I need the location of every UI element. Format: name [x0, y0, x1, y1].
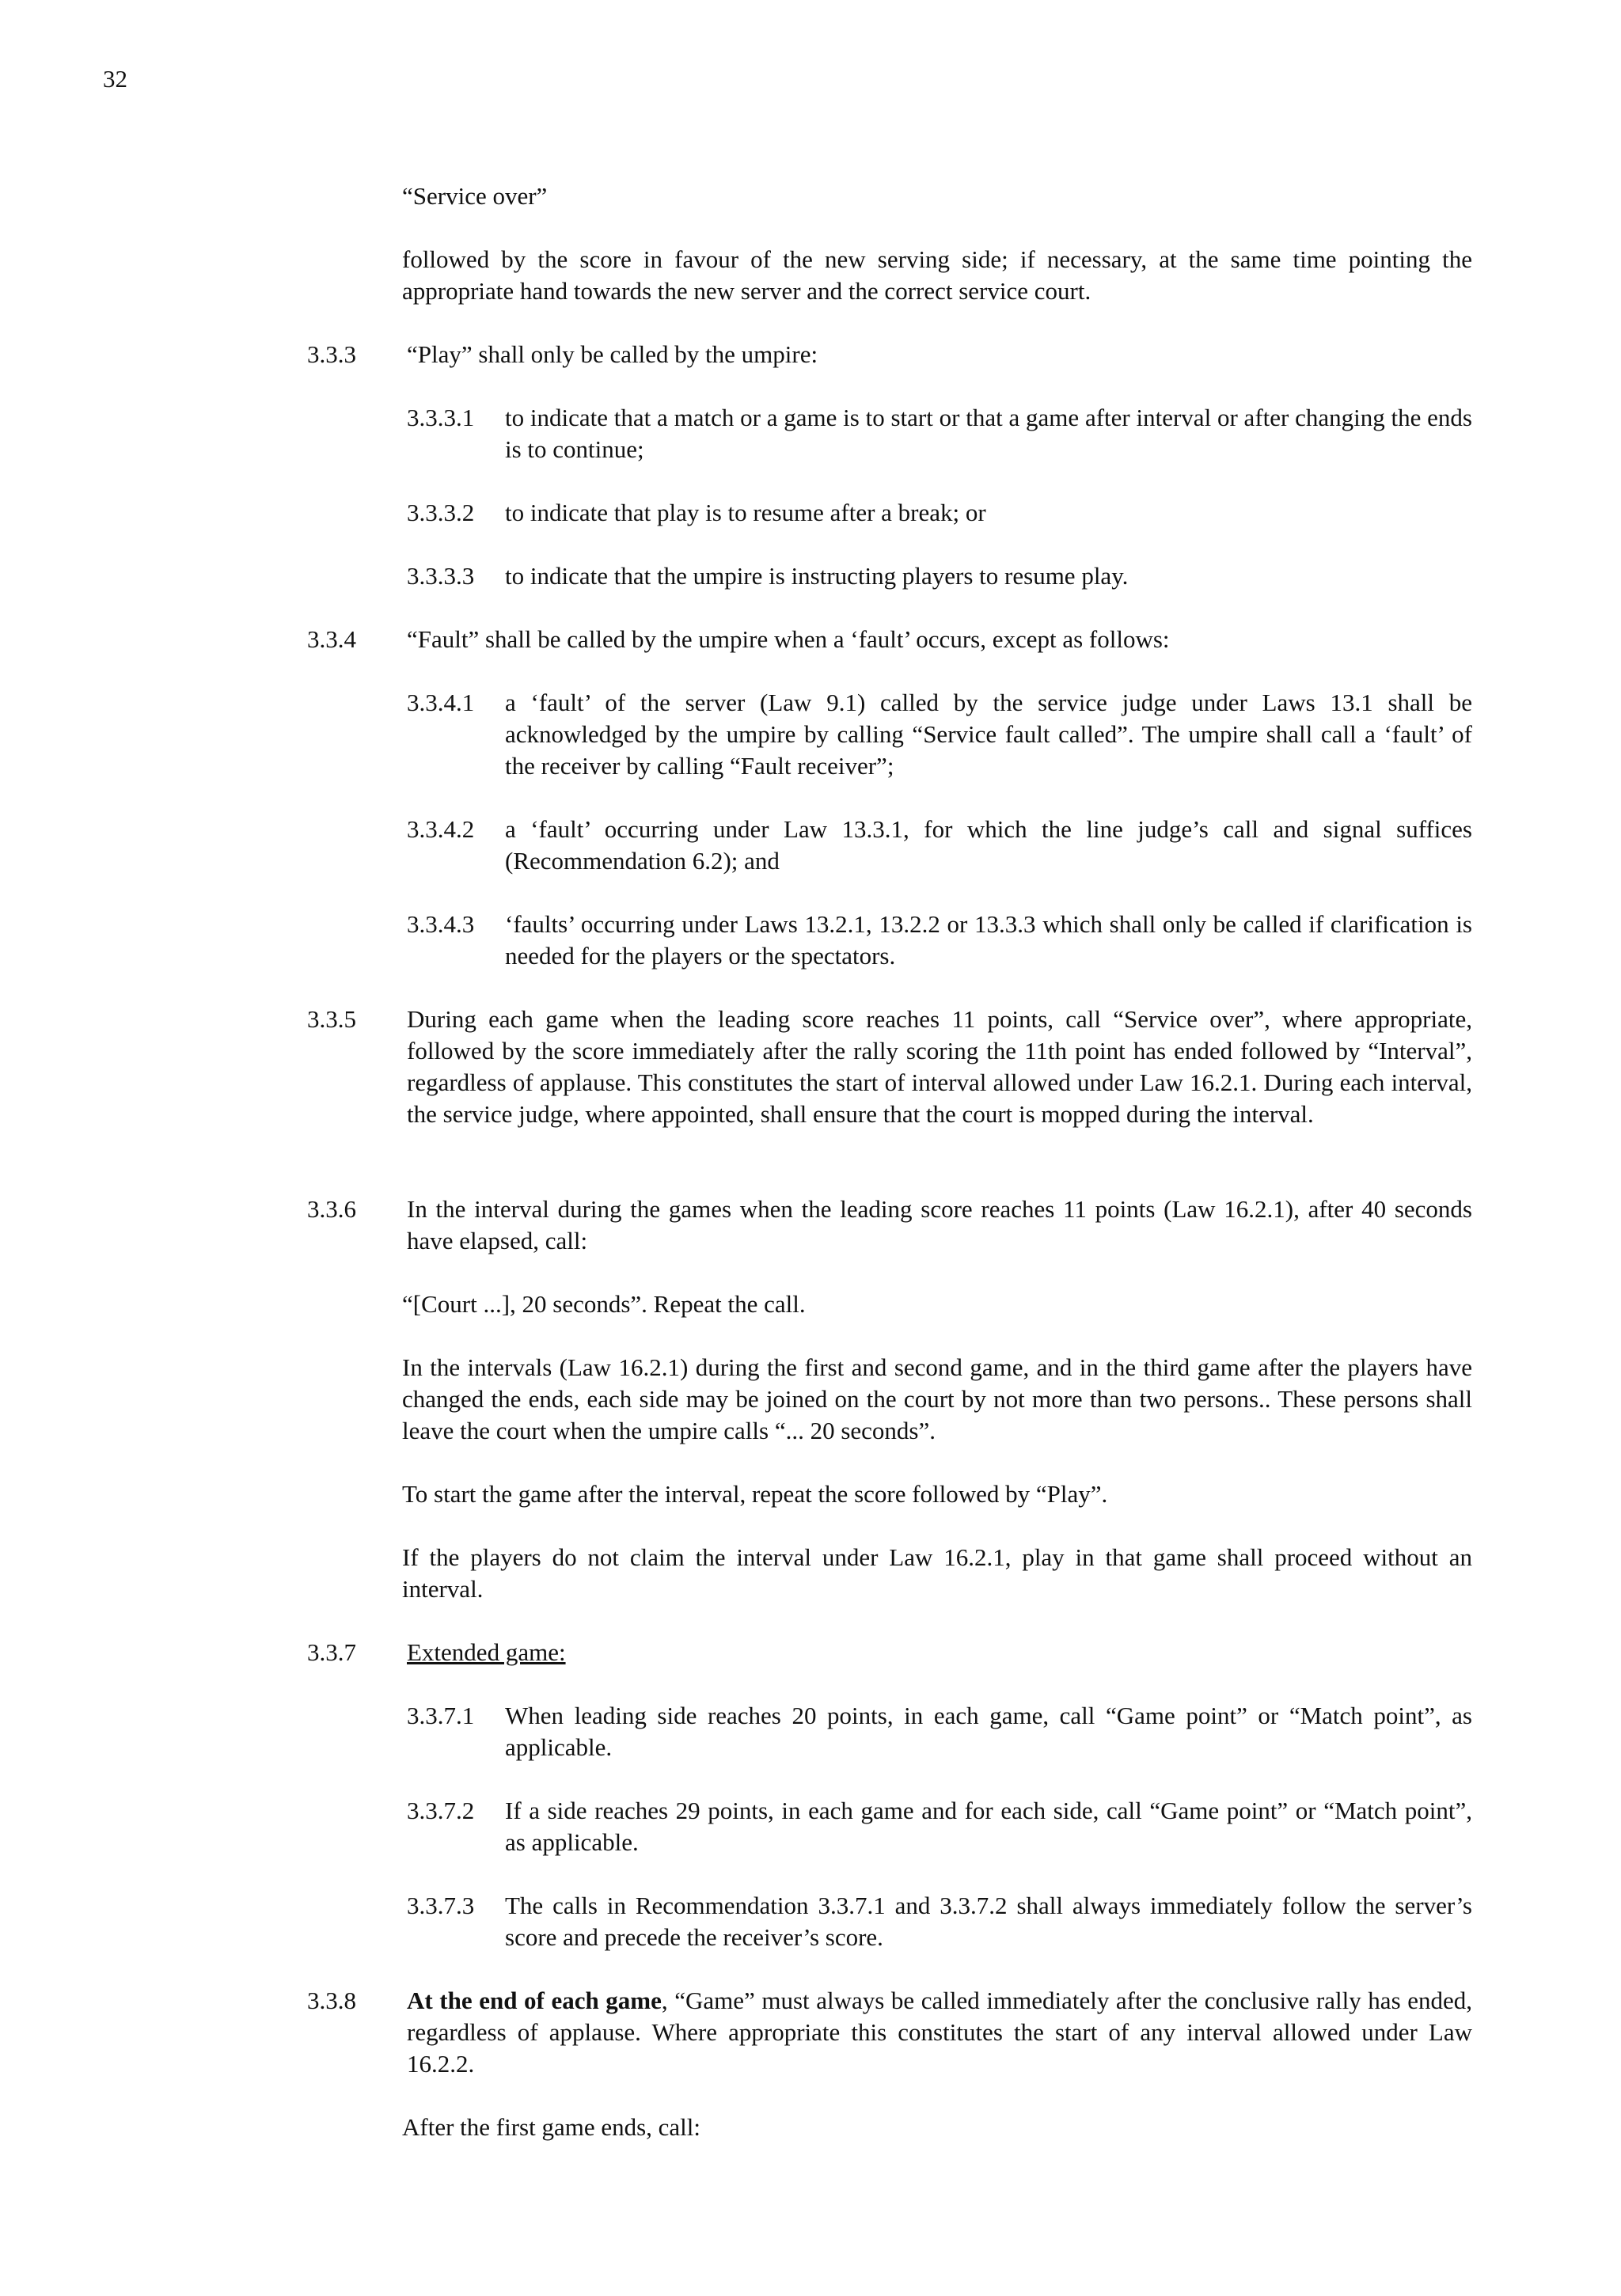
item-3-3-3-3-text: to indicate that the umpire is instructing players to resume play.: [505, 562, 1129, 590]
item-3-3-4-3-number: 3.3.4.3: [407, 910, 475, 938]
section-3-3-6-text: In the interval during the games when the leading score reaches 11 points (Law 16.2.1), after 40 seconds have elapsed, call:: [407, 1195, 1472, 1254]
section-3-3-6-paragraph-2: To start the game after the interval, repeat the score followed by “Play”.: [402, 1480, 1108, 1508]
section-3-3-4-text: “Fault” shall be called by the umpire when a ‘fault’ occurs, except as follows:: [407, 625, 1170, 653]
section-3-3-8-bold-lead: At the end of each game: [407, 1987, 662, 2014]
section-3-3-8-number: 3.3.8: [307, 1987, 356, 2014]
section-3-3-8-paragraph: [407, 1985, 1472, 2080]
section-3-3-8-after: After the first game ends, call:: [402, 2113, 701, 2141]
item-3-3-7-2-text: If a side reaches 29 points, in each game and for each side, call “Game point” or “Match point”, as applicable.: [505, 1797, 1472, 1856]
item-3-3-7-1-text: When leading side reaches 20 points, in each game, call “Game point” or “Match point”, as applicable.: [505, 1702, 1472, 1761]
section-3-3-4-number: 3.3.4: [307, 625, 356, 653]
item-3-3-7-3-text: The calls in Recommendation 3.3.7.1 and 3.3.7.2 shall always immediately follow the server’s score and precede the receiver’s score.: [505, 1892, 1472, 1951]
item-3-3-3-2-number: 3.3.3.2: [407, 499, 475, 526]
item-3-3-7-3-number: 3.3.7.3: [407, 1892, 475, 1919]
service-over-quote: “Service over”: [402, 182, 548, 210]
section-3-3-5-number: 3.3.5: [307, 1005, 356, 1033]
item-3-3-4-3-text: ‘faults’ occurring under Laws 13.2.1, 13.2.2 or 13.3.3 which shall only be called if clarification is needed for the players or the spectators.: [505, 910, 1472, 970]
item-3-3-4-1-text: a ‘fault’ of the server (Law 9.1) called by the service judge under Laws 13.1 shall be acknowledged by the umpire by calling “Service fault called”. The umpire shall call a ‘fault’ of the receiver by calling “Fault receiver”;: [505, 689, 1472, 780]
section-3-3-8-text: , “Game” must always be called immediately after the conclusive rally has ended, regardless of applause. Where appropriate this constitutes the start of any interval allowed under Law 16.2.2.: [407, 1987, 1472, 2078]
page-number: 32: [103, 65, 127, 93]
section-3-3-3-number: 3.3.3: [307, 340, 356, 368]
section-3-3-6-number: 3.3.6: [307, 1195, 356, 1223]
section-3-3-6-call: “[Court ...], 20 seconds”. Repeat the call.: [402, 1290, 806, 1318]
section-3-3-6-paragraph-3: If the players do not claim the interval under Law 16.2.1, play in that game shall proceed without an interval.: [402, 1543, 1472, 1603]
section-3-3-7-number: 3.3.7: [307, 1638, 356, 1666]
item-3-3-4-2-text: a ‘fault’ occurring under Law 13.3.1, for which the line judge’s call and signal suffices (Recommendation 6.2); and: [505, 815, 1472, 875]
item-3-3-7-2-number: 3.3.7.2: [407, 1797, 475, 1824]
item-3-3-3-1-number: 3.3.3.1: [407, 404, 475, 431]
section-3-3-5-text: During each game when the leading score reaches 11 points, call “Service over”, where appropriate, followed by the score immediately after the rally scoring the 11th point has ended followed by “Interval”, regardless of applause. This constitutes the start of interval allowed under Law 16.2.1. During each interval, the service judge, where appointed, shall ensure that the court is mopped during the interval.: [407, 1005, 1472, 1128]
item-3-3-3-2-text: to indicate that play is to resume after a break; or: [505, 499, 986, 526]
section-3-3-3-text: “Play” shall only be called by the umpire:: [407, 340, 818, 368]
section-3-3-7-heading: Extended game:: [407, 1638, 566, 1666]
item-3-3-4-2-number: 3.3.4.2: [407, 815, 475, 843]
item-3-3-3-3-number: 3.3.3.3: [407, 562, 475, 590]
intro-paragraph: followed by the score in favour of the new serving side; if necessary, at the same time pointing the appropriate hand towards the new server and the correct service court.: [402, 245, 1472, 305]
item-3-3-7-1-number: 3.3.7.1: [407, 1702, 475, 1729]
item-3-3-3-1-text: to indicate that a match or a game is to start or that a game after interval or after changing the ends is to continue;: [505, 404, 1472, 463]
section-3-3-6-paragraph-1: In the intervals (Law 16.2.1) during the first and second game, and in the third game after the players have changed the ends, each side may be joined on the court by not more than two persons.. These persons shall leave the court when the umpire calls “... 20 seconds”.: [402, 1353, 1472, 1444]
item-3-3-4-1-number: 3.3.4.1: [407, 689, 475, 716]
